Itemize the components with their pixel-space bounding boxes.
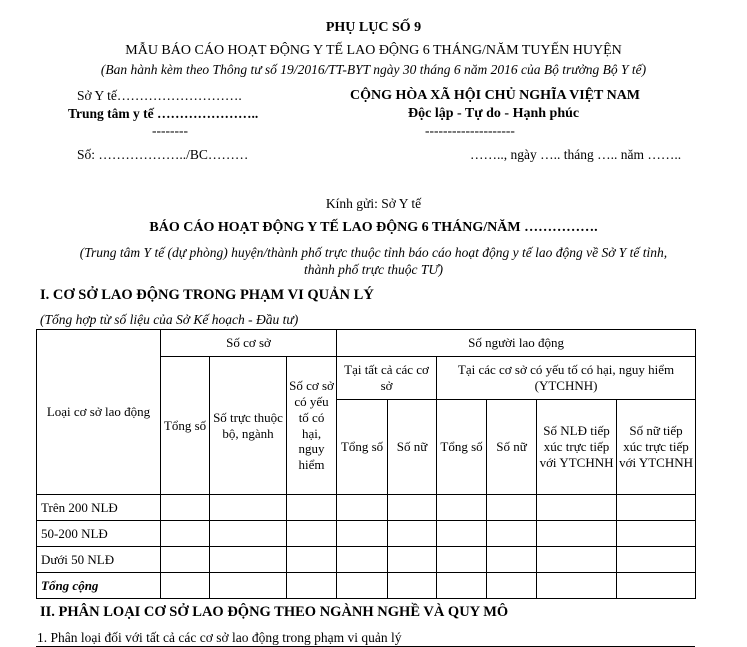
cell <box>388 573 437 599</box>
ministry-header: Số trực thuộc bộ, ngành <box>210 357 287 495</box>
exposed-female-header: Số nữ tiếp xúc trực tiếp với YTCHNH <box>617 400 696 495</box>
workers-group-header: Số người lao động <box>337 330 696 357</box>
all-total-header: Tổng số <box>337 400 388 495</box>
cell <box>337 495 388 521</box>
hazard-group-header: Tại các cơ sở có yếu tố có hại, nguy hiểm (YTCHNH) <box>437 357 696 400</box>
cell <box>210 495 287 521</box>
right-divider: -------------------- <box>425 123 515 138</box>
cell <box>487 573 537 599</box>
cell <box>337 521 388 547</box>
appendix-title: PHỤ LỤC SỐ 9 <box>325 20 422 35</box>
cell <box>287 521 337 547</box>
cell <box>487 495 537 521</box>
cell <box>537 573 617 599</box>
cell <box>617 521 696 547</box>
form-title: MẪU BÁO CÁO HOẠT ĐỘNG Y TẾ LAO ĐỘNG 6 THÁNG/NĂM TUYẾN HUYỆN <box>125 43 622 58</box>
cell <box>537 521 617 547</box>
cell <box>437 547 487 573</box>
national-motto: Độc lập - Tự do - Hạnh phúc <box>408 106 580 121</box>
health-center-line: Trung tâm y tế ………………….. <box>68 106 259 121</box>
all-facilities-group-header: Tại tất cả các cơ sở <box>337 357 437 400</box>
cell <box>388 521 437 547</box>
document-number-line: Số: ………………../BC……… <box>77 147 249 162</box>
row-label: Dưới 50 NLĐ <box>37 547 161 573</box>
cell <box>210 573 287 599</box>
report-title: BÁO CÁO HOẠT ĐỘNG Y TẾ LAO ĐỘNG 6 THÁNG/NĂM ……………. <box>149 220 598 235</box>
row-label: Trên 200 NLĐ <box>37 495 161 521</box>
report-note-line-1: (Trung tâm Y tế (dự phòng) huyện/thành phố trực thuộc tỉnh báo cáo hoạt động y tế lao động về Sở Y tế tỉnh, <box>79 245 668 260</box>
cell <box>487 521 537 547</box>
department-line: Sở Y tế………………………. <box>77 88 242 103</box>
cell <box>337 573 388 599</box>
facilities-group-header: Số cơ sở <box>161 330 337 357</box>
section-1-note: (Tổng hợp từ số liệu của Sở Kế hoạch - Đầu tư) <box>40 312 299 327</box>
cell <box>537 495 617 521</box>
hazard-total-header: Tổng số <box>437 400 487 495</box>
cell <box>437 495 487 521</box>
cell <box>617 573 696 599</box>
cell <box>337 547 388 573</box>
cell <box>617 495 696 521</box>
cell <box>537 547 617 573</box>
cell <box>388 495 437 521</box>
cell <box>437 573 487 599</box>
total-row-label: Tổng cộng <box>37 573 161 599</box>
cell <box>161 495 210 521</box>
exposed-workers-header: Số NLĐ tiếp xúc trực tiếp với YTCHNH <box>537 400 617 495</box>
all-female-header: Số nữ <box>388 400 437 495</box>
cell <box>287 495 337 521</box>
cell <box>287 573 337 599</box>
cell <box>161 573 210 599</box>
cell <box>210 521 287 547</box>
type-header: Loại cơ sở lao động <box>37 330 161 495</box>
hazard-female-header: Số nữ <box>487 400 537 495</box>
section-2-subtitle: 1. Phân loại đối với tất cả các cơ sở lao động trong phạm vi quản lý <box>37 630 402 645</box>
section-2-title: II. PHÂN LOẠI CƠ SỞ LAO ĐỘNG THEO NGÀNH NGHỀ VÀ QUY MÔ <box>40 604 509 620</box>
facilities-total-header: Tổng số <box>161 357 210 495</box>
date-line: …….., ngày ….. tháng ….. năm …….. <box>470 147 682 162</box>
workplace-table <box>36 329 696 599</box>
cell <box>161 521 210 547</box>
cell <box>388 547 437 573</box>
issued-note: (Ban hành kèm theo Thông tư số 19/2016/TT-BYT ngày 30 tháng 6 năm 2016 của Bộ trưởng Bộ Y tế) <box>100 62 647 77</box>
left-divider: -------- <box>152 123 188 138</box>
section-1-title: I. CƠ SỞ LAO ĐỘNG TRONG PHẠM VI QUẢN LÝ <box>40 287 374 303</box>
republic-title: CỘNG HÒA XÃ HỘI CHỦ NGHĨA VIỆT NAM <box>350 88 641 103</box>
cell <box>210 547 287 573</box>
hazard-facilities-header: Số cơ sở có yếu tố có hại, nguy hiểm <box>287 357 337 495</box>
cell <box>161 547 210 573</box>
cell <box>487 547 537 573</box>
cell <box>287 547 337 573</box>
cell <box>437 521 487 547</box>
addressee: Kính gửi: Sở Y tế <box>325 196 422 211</box>
cell <box>617 547 696 573</box>
report-note-line-2: thành phố trực thuộc TƯ) <box>303 262 444 277</box>
row-label: 50-200 NLĐ <box>37 521 161 547</box>
